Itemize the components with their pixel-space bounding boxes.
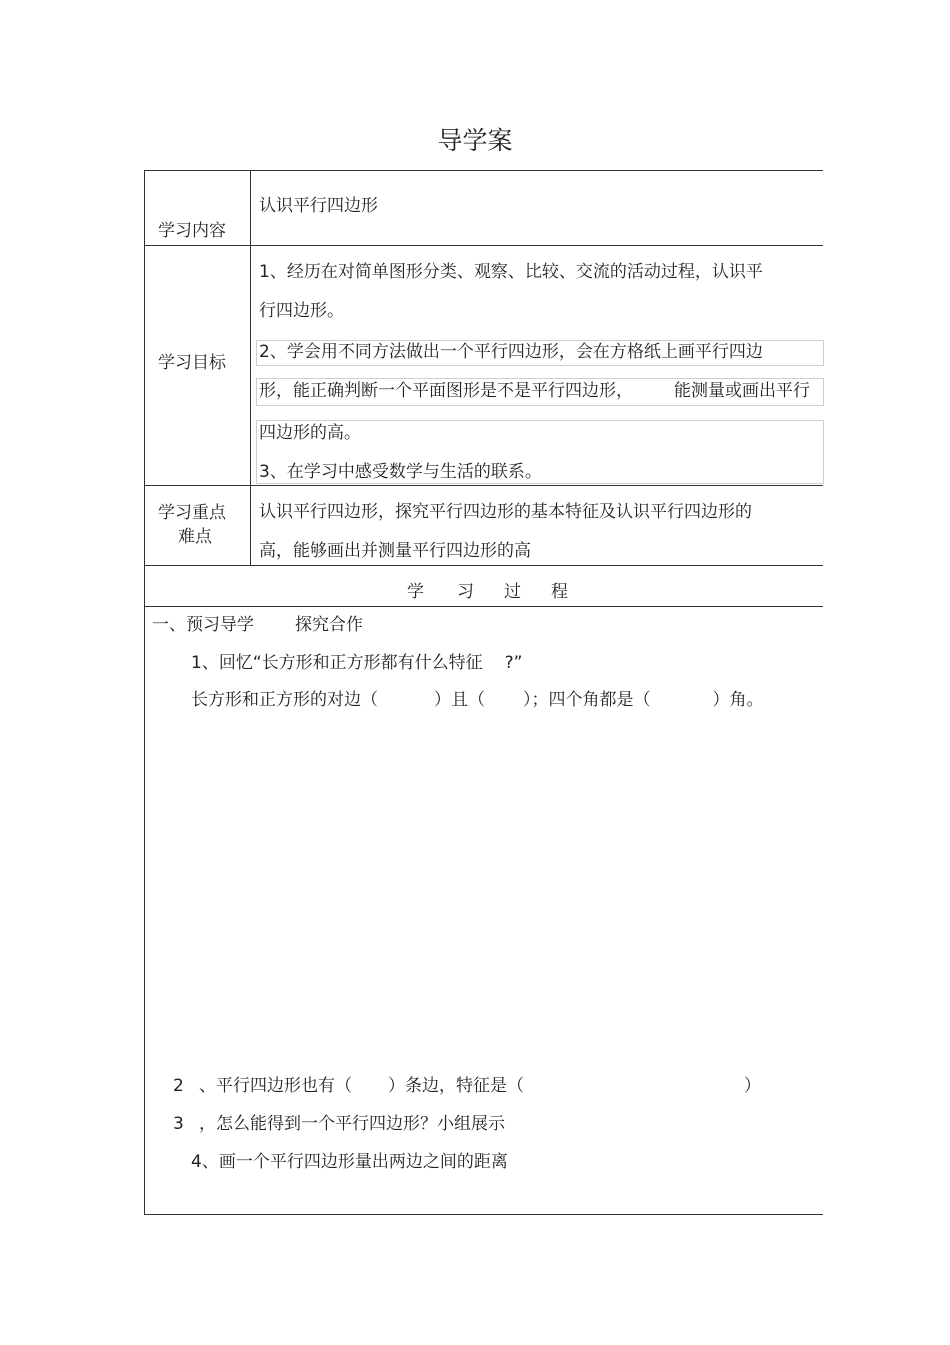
- content-text: 认识平行四边形: [259, 196, 378, 216]
- process-heading-char: 程: [551, 582, 568, 602]
- question-3: ，怎么能得到一个平行四边形？小组展示: [199, 1114, 505, 1134]
- section-1-subtitle: 探究合作: [295, 615, 363, 635]
- question-2-text: ）条边，特征是（: [388, 1076, 524, 1096]
- key-text-line-1: 认识平行四边形，探究平行四边形的基本特征及认识平行四边形的: [259, 502, 752, 522]
- table-row-divider: [144, 245, 823, 246]
- table-column-divider: [250, 170, 251, 565]
- page-title: 导学案: [437, 126, 513, 155]
- process-heading-char: 学: [407, 582, 424, 602]
- question-2-number: 2: [173, 1076, 184, 1096]
- blank-prefix: 长方形和正方形的对边（: [191, 690, 378, 710]
- goal-2-line-3: 四边形的高。: [259, 423, 361, 443]
- question-4: 4、画一个平行四边形量出两边之间的距离: [191, 1152, 508, 1172]
- section-1-title: 一、预习导学: [152, 615, 254, 635]
- question-2-text: 、平行四边形也有（: [199, 1076, 352, 1096]
- process-heading-char: 习: [457, 582, 474, 602]
- question-1-line-1: [191, 653, 522, 673]
- process-heading-char: 过: [504, 582, 521, 602]
- goal-3: 3、在学习中感受数学与生活的联系。: [259, 462, 542, 482]
- blank-segment: ）且（: [434, 690, 485, 710]
- question-1-text: 1、回忆“长方形和正方形都有什么特征: [191, 653, 483, 673]
- content-label: 学习内容: [158, 221, 226, 241]
- table-border-left: [144, 170, 145, 1215]
- goal-2-line-1: 2、学会用不同方法做出一个平行四边形，会在方格纸上画平行四边: [259, 342, 763, 362]
- table-row-divider: [144, 485, 823, 486]
- question-3-number: 3: [173, 1114, 184, 1134]
- table-row-divider: [144, 606, 823, 607]
- question-1-line-2: [191, 690, 764, 710]
- blank-segment: ）；四个角都是（: [523, 690, 651, 710]
- question-2: [199, 1076, 761, 1096]
- goal-2-line-2b: 能测量或画出平行: [674, 381, 810, 401]
- goal-1-line-2: 行四边形。: [259, 301, 344, 321]
- goal-1-line-1: 1、经历在对简单图形分类、观察、比较、交流的活动过程，认识平: [259, 262, 763, 282]
- key-text-line-2: 高，能够画出并测量平行四边形的高: [259, 541, 531, 561]
- goals-label: 学习目标: [158, 353, 226, 373]
- key-label-line-2: 难点: [178, 527, 212, 547]
- question-2-end: ）: [744, 1076, 761, 1096]
- table-border-bottom: [144, 1214, 823, 1215]
- table-border-top: [144, 170, 823, 171]
- blank-suffix: ）角。: [712, 690, 764, 710]
- question-1-mark: ?”: [504, 653, 523, 673]
- table-row-divider: [144, 565, 823, 566]
- goal-2-line-2a: 形，能正确判断一个平面图形是不是平行四边形，: [259, 381, 633, 401]
- key-label-line-1: 学习重点: [158, 503, 226, 523]
